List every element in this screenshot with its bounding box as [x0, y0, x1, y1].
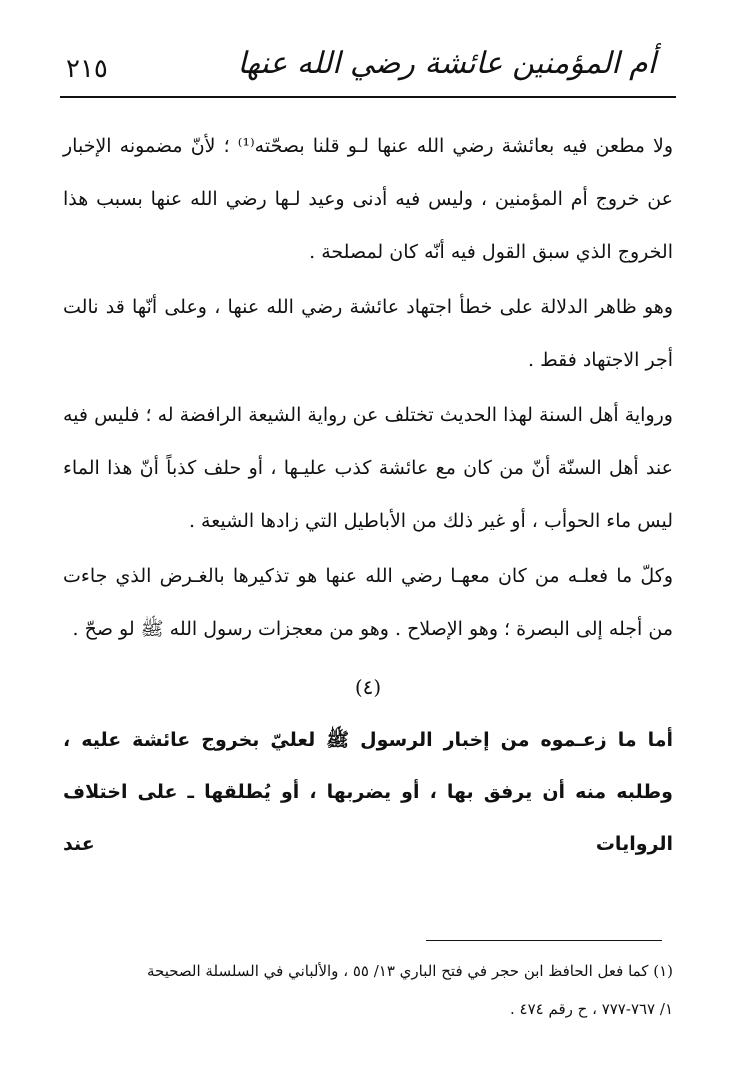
- paragraph-1: ولا مطعن فيه بعائشة رضي الله عنها لـو قلنا بصحّته⁽¹⁾ ؛ لأنّ مضمونه الإخبار عن خروج أم المؤمنين ، وليس فيه أدنى وعيد لـها رضي الله عنها بسبب هذا الخروج الذي سبق القول فيه أنّه كان لمصلحة .: [63, 135, 673, 263]
- page-number: ٢١٥: [66, 54, 108, 84]
- section-number: (٤): [354, 675, 382, 699]
- paragraph-2: وهو ظاهر الدلالة على خطأ اجتهاد عائشة رضي الله عنها ، وعلى أنّها قد نالت أجر الاجتهاد فقط .: [63, 296, 673, 371]
- running-title: أم المؤمنين عائشة رضي الله عنها: [237, 46, 656, 81]
- body-text: [63, 120, 673, 870]
- footnotes: [63, 952, 673, 1028]
- footnote-line-1: (١) كما فعل الحافظ ابن حجر في فتح الباري ١٣/ ٥٥ ، والألباني في السلسلة الصحيحة: [146, 962, 673, 980]
- footnote-rule: [426, 940, 662, 941]
- paragraph-4: وكلّ ما فعلـه من كان معهـا رضي الله عنها هو تذكيرها بالغـرض الذي جاءت من أجله إلى البصرة ؛ وهو الإصلاح . وهو من معجزات رسول الله ﷺ لو صحّ .: [63, 565, 673, 640]
- bold-paragraph: أما ما زعـموه من إخبار الرسول ﷺ لعليّ بخروج عائشة عليه ، وطلبه منه أن يرفق بها ، أو يضربها ، أو يُطلقها ـ على اختلاف الروايات عند: [63, 729, 673, 855]
- page-header: [60, 42, 676, 94]
- footnote-line-2: ١/ ٧٦٧-٧٧٧ ، ح رقم ٤٧٤ .: [509, 1000, 673, 1018]
- paragraph-3: ورواية أهل السنة لهذا الحديث تختلف عن رواية الشيعة الرافضة له ؛ فليس فيه عند أهل السنّة أنّ من كان مع عائشة كذب عليـها ، أو حلف كذباً أنّ هذا الماء ليس ماء الحوأب ، أو غير ذلك من الأباطيل التي زادها الشيعة .: [63, 404, 673, 532]
- header-rule: [60, 96, 676, 98]
